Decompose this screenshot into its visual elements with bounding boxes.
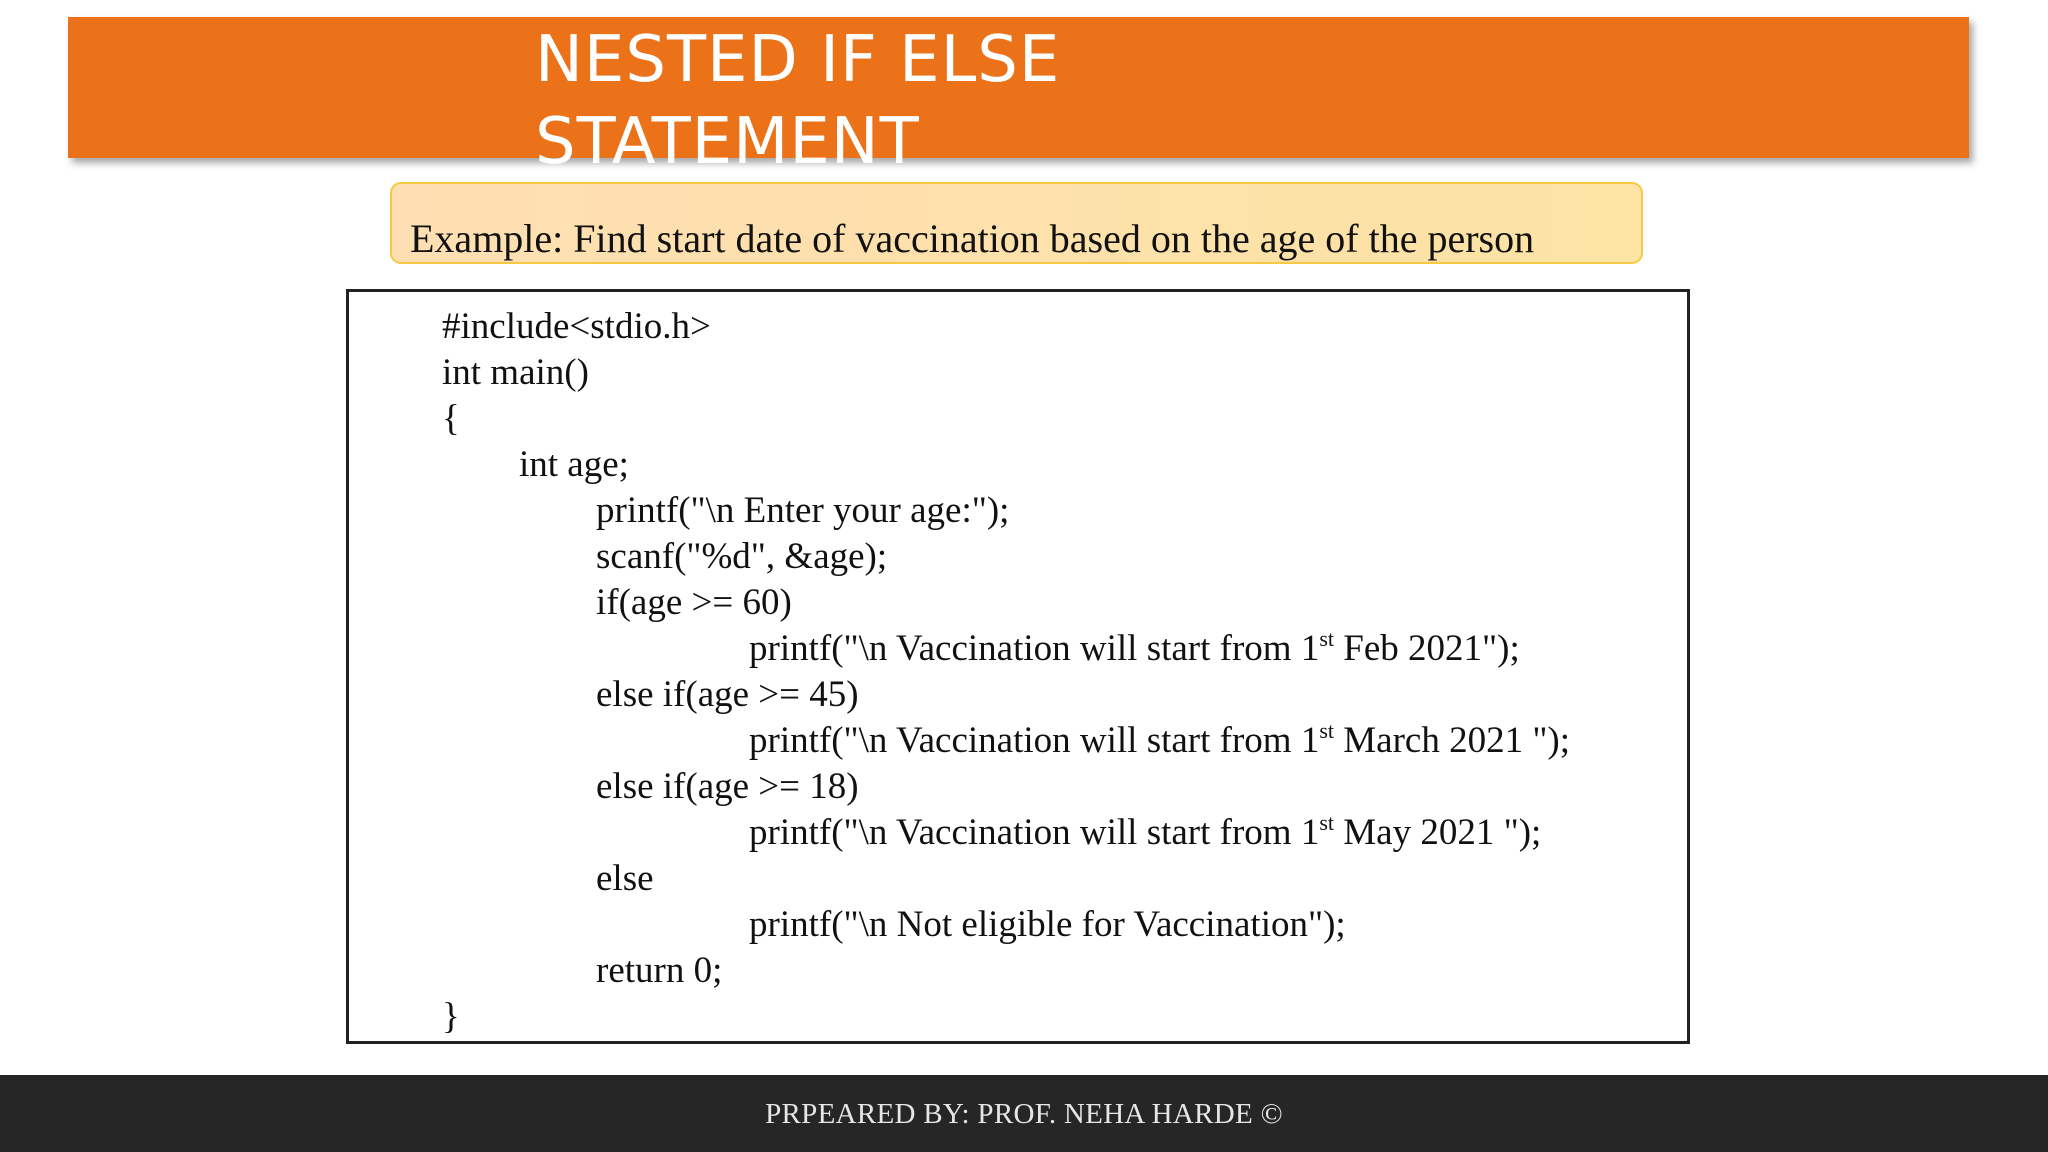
code-text: else [596,858,654,899]
code-line [442,856,1570,902]
ordinal-superscript: st [1319,810,1335,835]
ordinal-superscript: st [1319,718,1335,743]
code-line [442,810,1570,856]
code-text: else if(age >= 18) [596,766,859,807]
code-text: printf("\n Vaccination will start from 1 [749,628,1320,669]
code-text: printf("\n Enter your age:"); [596,490,1010,531]
code-line [442,304,1570,350]
code-line [442,488,1570,534]
slide-title [535,19,1060,183]
slide-title-line-1: NESTED IF ELSE [535,23,1061,97]
code-line [442,764,1570,810]
footer-credit: PRPEARED BY: PROF. NEHA HARDE © [765,1098,1283,1130]
code-text: else if(age >= 45) [596,674,859,715]
code-line [442,534,1570,580]
code-line [442,672,1570,718]
code-line [442,626,1570,672]
code-text: } [442,996,460,1037]
code-listing-box [346,289,1690,1044]
code-text: if(age >= 60) [596,582,792,623]
example-text: Example: Find start date of vaccination based on the age of the person [410,216,1535,261]
code-line [442,350,1570,396]
slide-title-line-2: STATEMENT [535,105,920,179]
code-text: Feb 2021"); [1334,628,1520,669]
code-text: printf("\n Vaccination will start from 1 [749,812,1320,853]
code-line [442,994,1570,1040]
title-banner [68,17,1969,179]
code-text: return 0; [596,950,723,991]
code-text: March 2021 "); [1334,720,1571,761]
code-text: printf("\n Not eligible for Vaccination"); [749,904,1346,945]
footer-bar [0,1075,2048,1152]
code-text: scanf("%d", &age); [596,536,888,577]
code-line [442,396,1570,442]
code-line [442,442,1570,488]
code-listing [442,304,1570,1040]
code-line [442,718,1570,764]
code-text: { [442,398,460,439]
code-line [442,948,1570,994]
code-line [442,902,1570,948]
code-text: May 2021 "); [1334,812,1542,853]
code-text: #include<stdio.h> [442,306,711,347]
ordinal-superscript: st [1319,626,1335,651]
code-line [442,580,1570,626]
code-text: int age; [519,444,629,485]
example-callout [390,182,1643,264]
code-text: int main() [442,352,589,393]
code-text: printf("\n Vaccination will start from 1 [749,720,1320,761]
